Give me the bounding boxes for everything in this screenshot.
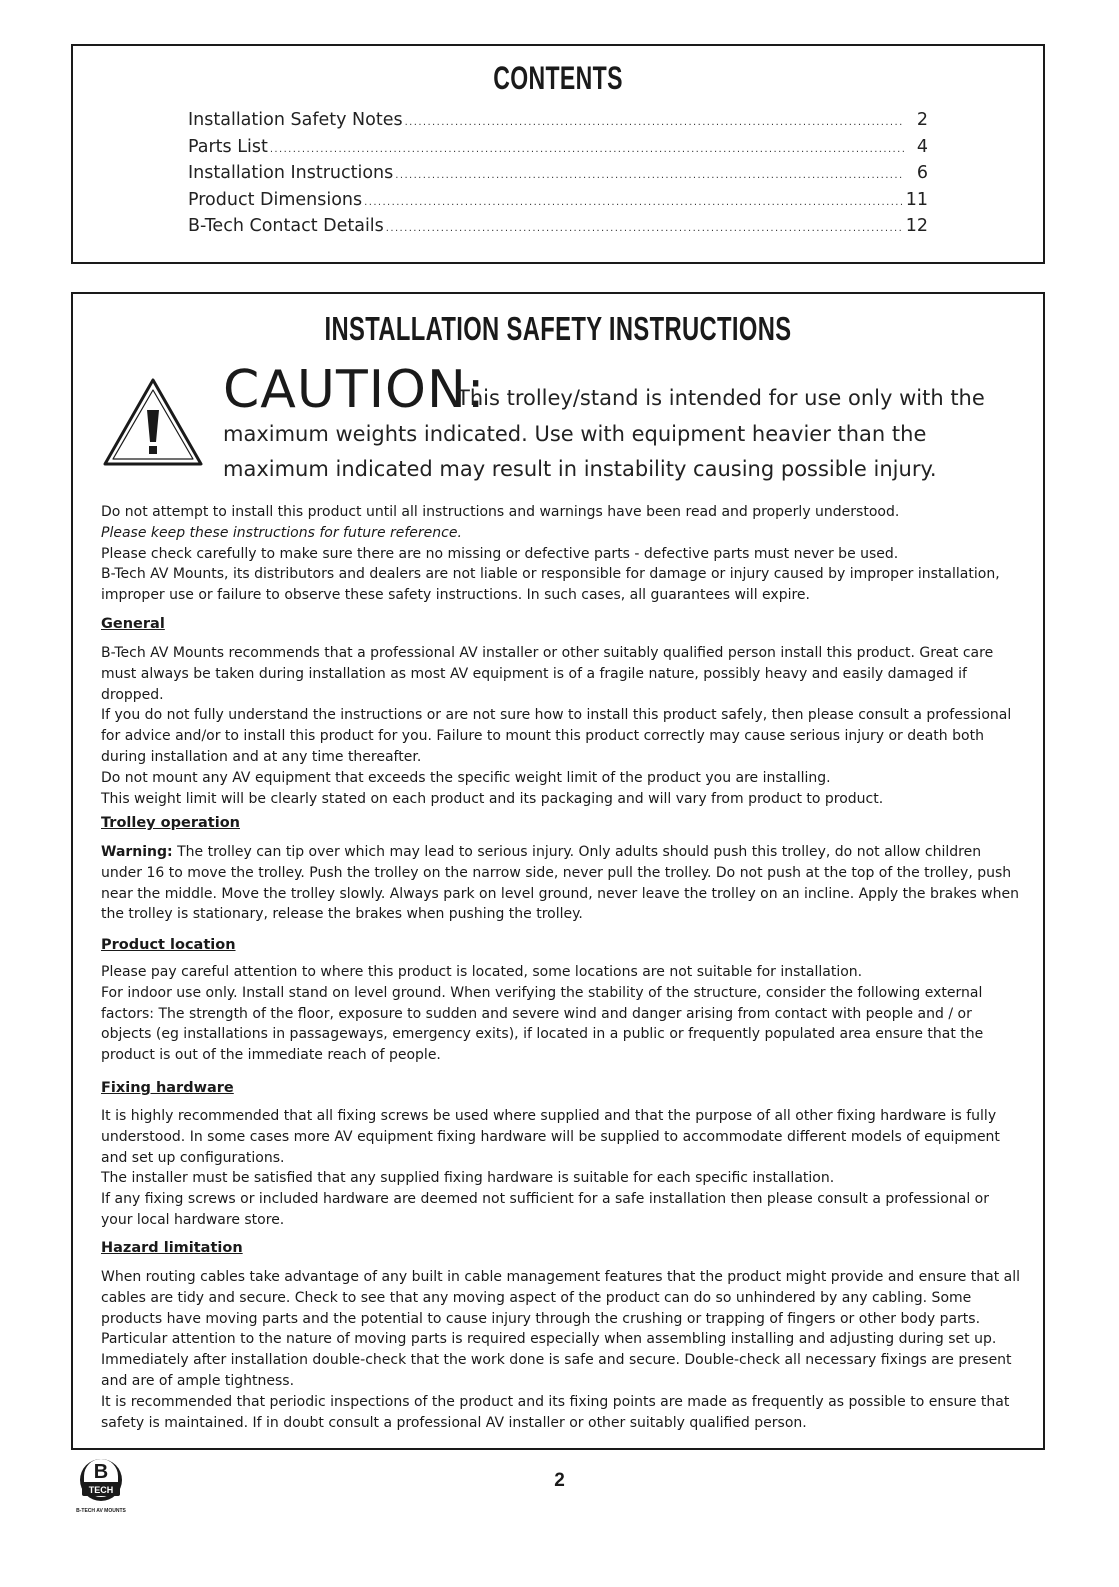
toc-leader-dots <box>386 223 904 234</box>
toc-leader-dots <box>405 117 904 128</box>
toc-leader-dots <box>364 197 904 208</box>
toc-leader-dots <box>395 170 904 181</box>
toc-item-page: 6 <box>916 163 928 183</box>
toc-item-title: Product Dimensions <box>188 189 363 210</box>
trolley-paragraph <box>101 842 1021 925</box>
fixing-paragraph: The installer must be satisfied that any supplied fixing hardware is suitable for each specific installation. <box>101 1170 835 1187</box>
general-paragraph: Do not mount any AV equipment that exceeds the specific weight limit of the product you are installing. <box>101 769 831 786</box>
hazard-paragraph: When routing cables take advantage of any built in cable management features that the product might provide and ensure that all cables are tidy and secure. Check to see that any moving aspect of the product can do so unhindered by any cabling. Some products have moving parts and the potential to cause injury through the crushing or trapping of fingers or other body parts. Particular attention to the nature of moving parts is required especially when assembling installing and adjusting during set up. Immediately after installation double-check that the work done is safe and secure. Double-check all necessary fixings are present and are of ample tightness. <box>101 1269 1021 1389</box>
location-paragraph: Please pay careful attention to where this product is located, some locations are not suitable for installation. <box>101 964 863 980</box>
section-title-fixing: Fixing hardware <box>101 1080 234 1096</box>
toc-item-product-dimensions[interactable] <box>188 190 928 217</box>
caution-text-line-2: maximum weights indicated. Use with equipment heavier than the <box>223 422 927 446</box>
caution-block <box>101 360 1001 484</box>
caution-text-line-1: This trolley/stand is intended for use only with the <box>457 386 985 410</box>
section-title-trolley: Trolley operation <box>101 815 240 831</box>
fixing-paragraph: It is highly recommended that all fixing screws be used where supplied and that the purpose of all other fixing hardware is fully understood. In some cases more AV equipment fixing hardware will be supplied to accommodate different models of equipment and set up configurations. <box>101 1108 1000 1166</box>
contents-heading: CONTENTS <box>493 60 623 96</box>
section-title-hazard: Hazard limitation <box>101 1240 243 1256</box>
toc-item-title: Installation Safety Notes <box>188 110 403 130</box>
logo-letter: B <box>93 1461 109 1483</box>
section-trolley-text <box>101 842 1021 925</box>
fixing-paragraph: If any fixing screws or included hardware are deemed not sufficient for a safe installation then please consult a professional or your local hardware store. <box>101 1191 989 1228</box>
general-paragraph: If you do not fully understand the instructions or are not sure how to install this product safely, then please consult a professional for advice and/or to install this product for you. Failure to mount this product correctly may cause serious injury or death both during installation and at any time thereafter. <box>101 707 1012 765</box>
general-paragraph: This weight limit will be clearly stated on each product and its packaging and will vary from product to product. <box>101 790 884 807</box>
trolley-warning-text: The trolley can tip over which may lead to serious injury. Only adults should push this trolley, do not allow children under 16 to move the trolley. Push the trolley on the narrow side, never pull the trolley. Do not push at the top of the trolley, push near the middle. Move the trolley slowly. Always park on level ground, never leave the trolley on an incline. Apply the brakes when the trolley is stationary, release the brakes when pushing the trolley. <box>101 844 1019 923</box>
general-paragraph: B-Tech AV Mounts recommends that a professional AV installer or other suitably qualified person install this product. Great care must always be taken during installation as most AV equipment is of a fragile nature, possibly heavy and easily damaged if dropped. <box>101 645 994 703</box>
page-number: 2 <box>554 1470 565 1491</box>
safety-instructions-box <box>71 292 1045 1450</box>
toc-item-title: Parts List <box>188 136 268 157</box>
toc-leader-dots <box>270 144 904 155</box>
toc-item-parts-list[interactable] <box>188 137 928 164</box>
intro-text <box>101 502 1021 606</box>
section-general-text <box>101 643 1021 809</box>
caution-text-line-3: maximum indicated may result in instability causing possible injury. <box>223 457 937 481</box>
toc-item-page: 12 <box>905 216 928 236</box>
section-title-general: General <box>101 616 165 632</box>
table-of-contents <box>188 110 928 243</box>
toc-item-contact-details[interactable] <box>188 216 928 243</box>
intro-paragraph: Please check carefully to make sure there are no missing or defective parts - defective parts must never be used. <box>101 545 899 562</box>
intro-keep-note: Please keep these instructions for future reference. <box>101 524 462 541</box>
toc-item-safety-notes[interactable] <box>188 110 928 137</box>
warning-triangle-icon <box>101 376 205 468</box>
hazard-paragraph: It is recommended that periodic inspections of the product and its fixing points are made as frequently as possible to ensure that safety is maintained. If in doubt consult a professional AV installer or other suitably qualified person. <box>101 1393 1010 1431</box>
section-hazard-text <box>101 1267 1021 1433</box>
caution-title: CAUTION: <box>223 360 486 420</box>
intro-paragraph: Do not attempt to install this product until all instructions and warnings have been read and properly understood. <box>101 504 900 520</box>
toc-item-title: B-Tech Contact Details <box>188 216 384 236</box>
toc-item-title: Installation Instructions <box>188 163 394 183</box>
location-paragraph: For indoor use only. Install stand on level ground. When verifying the stability of the structure, consider the following external factors: The strength of the floor, exposure to sudden and severe wind and danger arising from contact with people and / or objects (eg installations in passageways, emergency exits), if located in a public or frequently populated area ensure that the product is out of the immediate reach of people. <box>101 984 984 1064</box>
logo-word: TECH <box>88 1485 114 1495</box>
trolley-warning-lead: Warning: <box>101 844 173 860</box>
toc-item-page: 4 <box>916 136 928 157</box>
intro-paragraph: B-Tech AV Mounts, its distributors and dealers are not liable or responsible for damage or injury caused by improper installation, improper use or failure to observe these safety instructions. In such cases, all guarantees will expire. <box>101 566 1000 604</box>
toc-item-installation-instructions[interactable] <box>188 163 928 190</box>
safety-heading: INSTALLATION SAFETY INSTRUCTIONS <box>324 310 792 347</box>
section-title-location: Product location <box>101 937 236 953</box>
toc-item-page: 2 <box>916 110 928 130</box>
toc-item-page: 11 <box>905 189 928 210</box>
logo-tagline: B-TECH AV MOUNTS <box>76 1508 126 1514</box>
section-location-text <box>101 962 1021 1066</box>
section-fixing-text <box>101 1106 1021 1231</box>
contents-box <box>71 44 1045 264</box>
